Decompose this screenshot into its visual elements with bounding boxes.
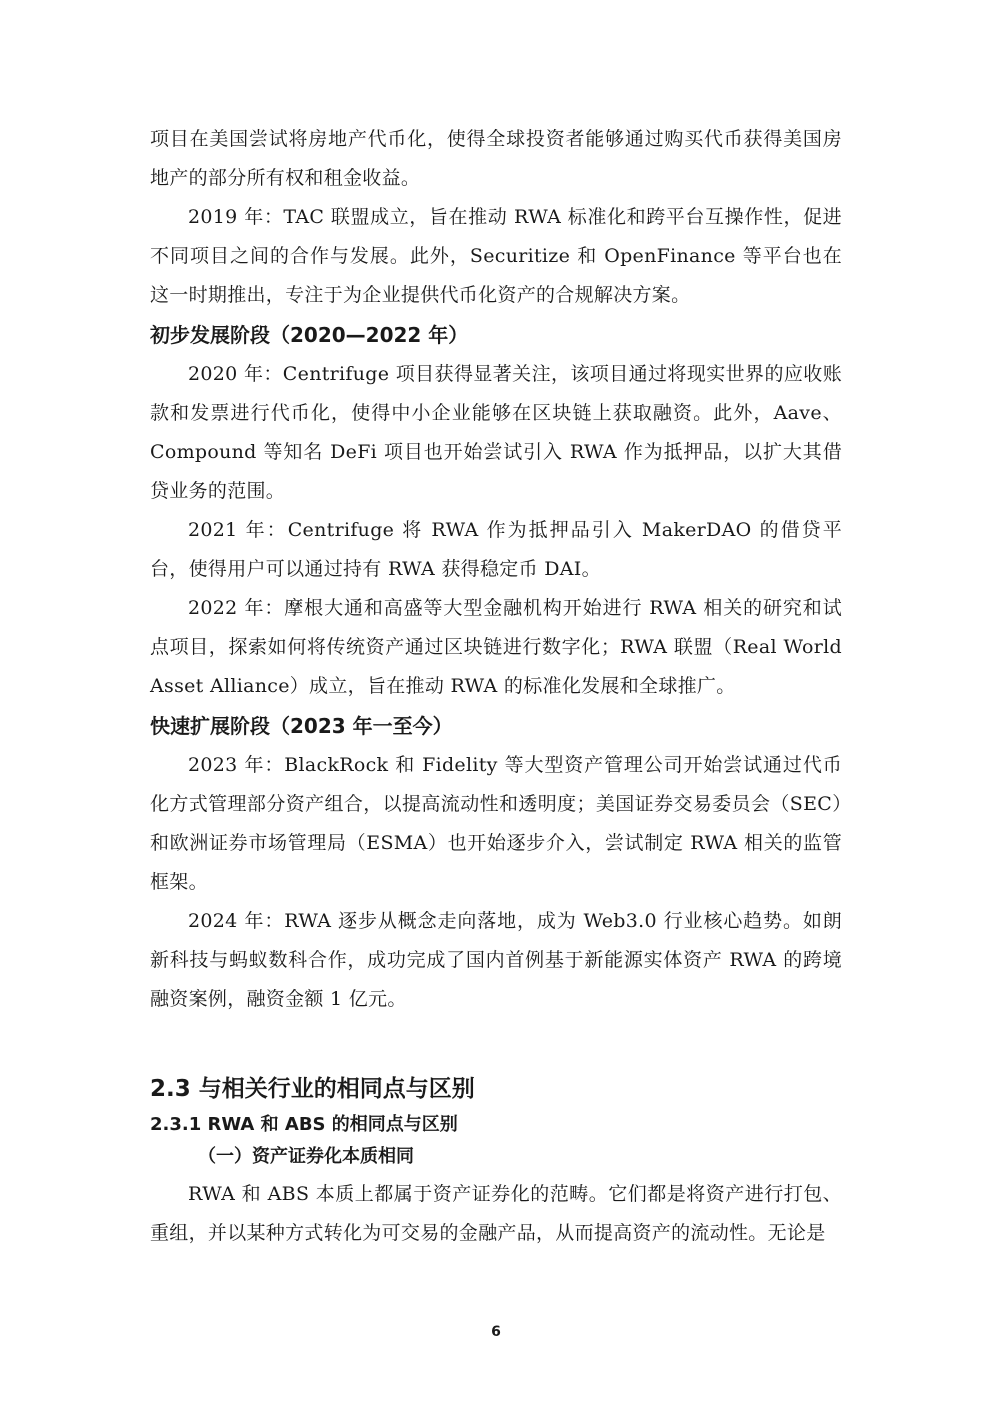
page-number: 6 xyxy=(491,1324,501,1340)
paragraph-2024: 2024 年：RWA 逐步从概念走向落地，成为 Web3.0 行业核心趋势。如朗新科技与蚂蚁数科合作，成功完成了国内首例基于新能源实体资产 RWA 的跨境融资案例，融资金额 1 亿元。 xyxy=(150,910,842,1010)
subsection-heading: 2.3.1 RWA 和 ABS 的相同点与区别 xyxy=(150,1114,458,1135)
paragraph-2021: 2021 年：Centrifuge 将 RWA 作为抵押品引入 MakerDAO 的借贷平台，使得用户可以通过持有 RWA 获得稳定币 DAI。 xyxy=(150,519,842,580)
paragraph-2022: 2022 年：摩根大通和高盛等大型金融机构开始进行 RWA 相关的研究和试点项目，探索如何将传统资产通过区块链进行数字化；RWA 联盟（Real World Asset Alliance）成立，旨在推动 RWA 的标准化发展和全球推广。 xyxy=(150,597,842,697)
document-body xyxy=(150,120,842,1253)
heading-initial-development-stage: 初步发展阶段（2020—2022 年） xyxy=(150,323,469,347)
section-heading: 2.3 与相关行业的相同点与区别 xyxy=(150,1076,475,1102)
paragraph: 项目在美国尝试将房地产代币化，使得全球投资者能够通过购买代币获得美国房地产的部分所有权和租金收益。 xyxy=(150,128,842,189)
paragraph-rwa-abs: RWA 和 ABS 本质上都属于资产证券化的范畴。它们都是将资产进行打包、重组，并以某种方式转化为可交易的金融产品，从而提高资产的流动性。无论是 xyxy=(150,1183,842,1244)
paragraph-2019: 2019 年：TAC 联盟成立，旨在推动 RWA 标准化和跨平台互操作性，促进不同项目之间的合作与发展。此外，Securitize 和 OpenFinance 等平台也在这一时期推出，专注于为企业提供代币化资产的合规解决方案。 xyxy=(150,206,842,306)
paragraph-2020: 2020 年：Centrifuge 项目获得显著关注，该项目通过将现实世界的应收账款和发票进行代币化，使得中小企业能够在区块链上获取融资。此外，Aave、Compound 等知名 DeFi 项目也开始尝试引入 RWA 作为抵押品，以扩大其借贷业务的范围。 xyxy=(150,363,842,502)
item-heading: （一）资产证券化本质相同 xyxy=(198,1146,414,1167)
heading-rapid-expansion-stage: 快速扩展阶段（2023 年一至今） xyxy=(150,714,453,738)
paragraph-2023: 2023 年：BlackRock 和 Fidelity 等大型资产管理公司开始尝试通过代币化方式管理部分资产组合，以提高流动性和透明度；美国证券交易委员会（SEC）和欧洲证券市场管理局（ESMA）也开始逐步介入，尝试制定 RWA 相关的监管框架。 xyxy=(150,754,842,893)
